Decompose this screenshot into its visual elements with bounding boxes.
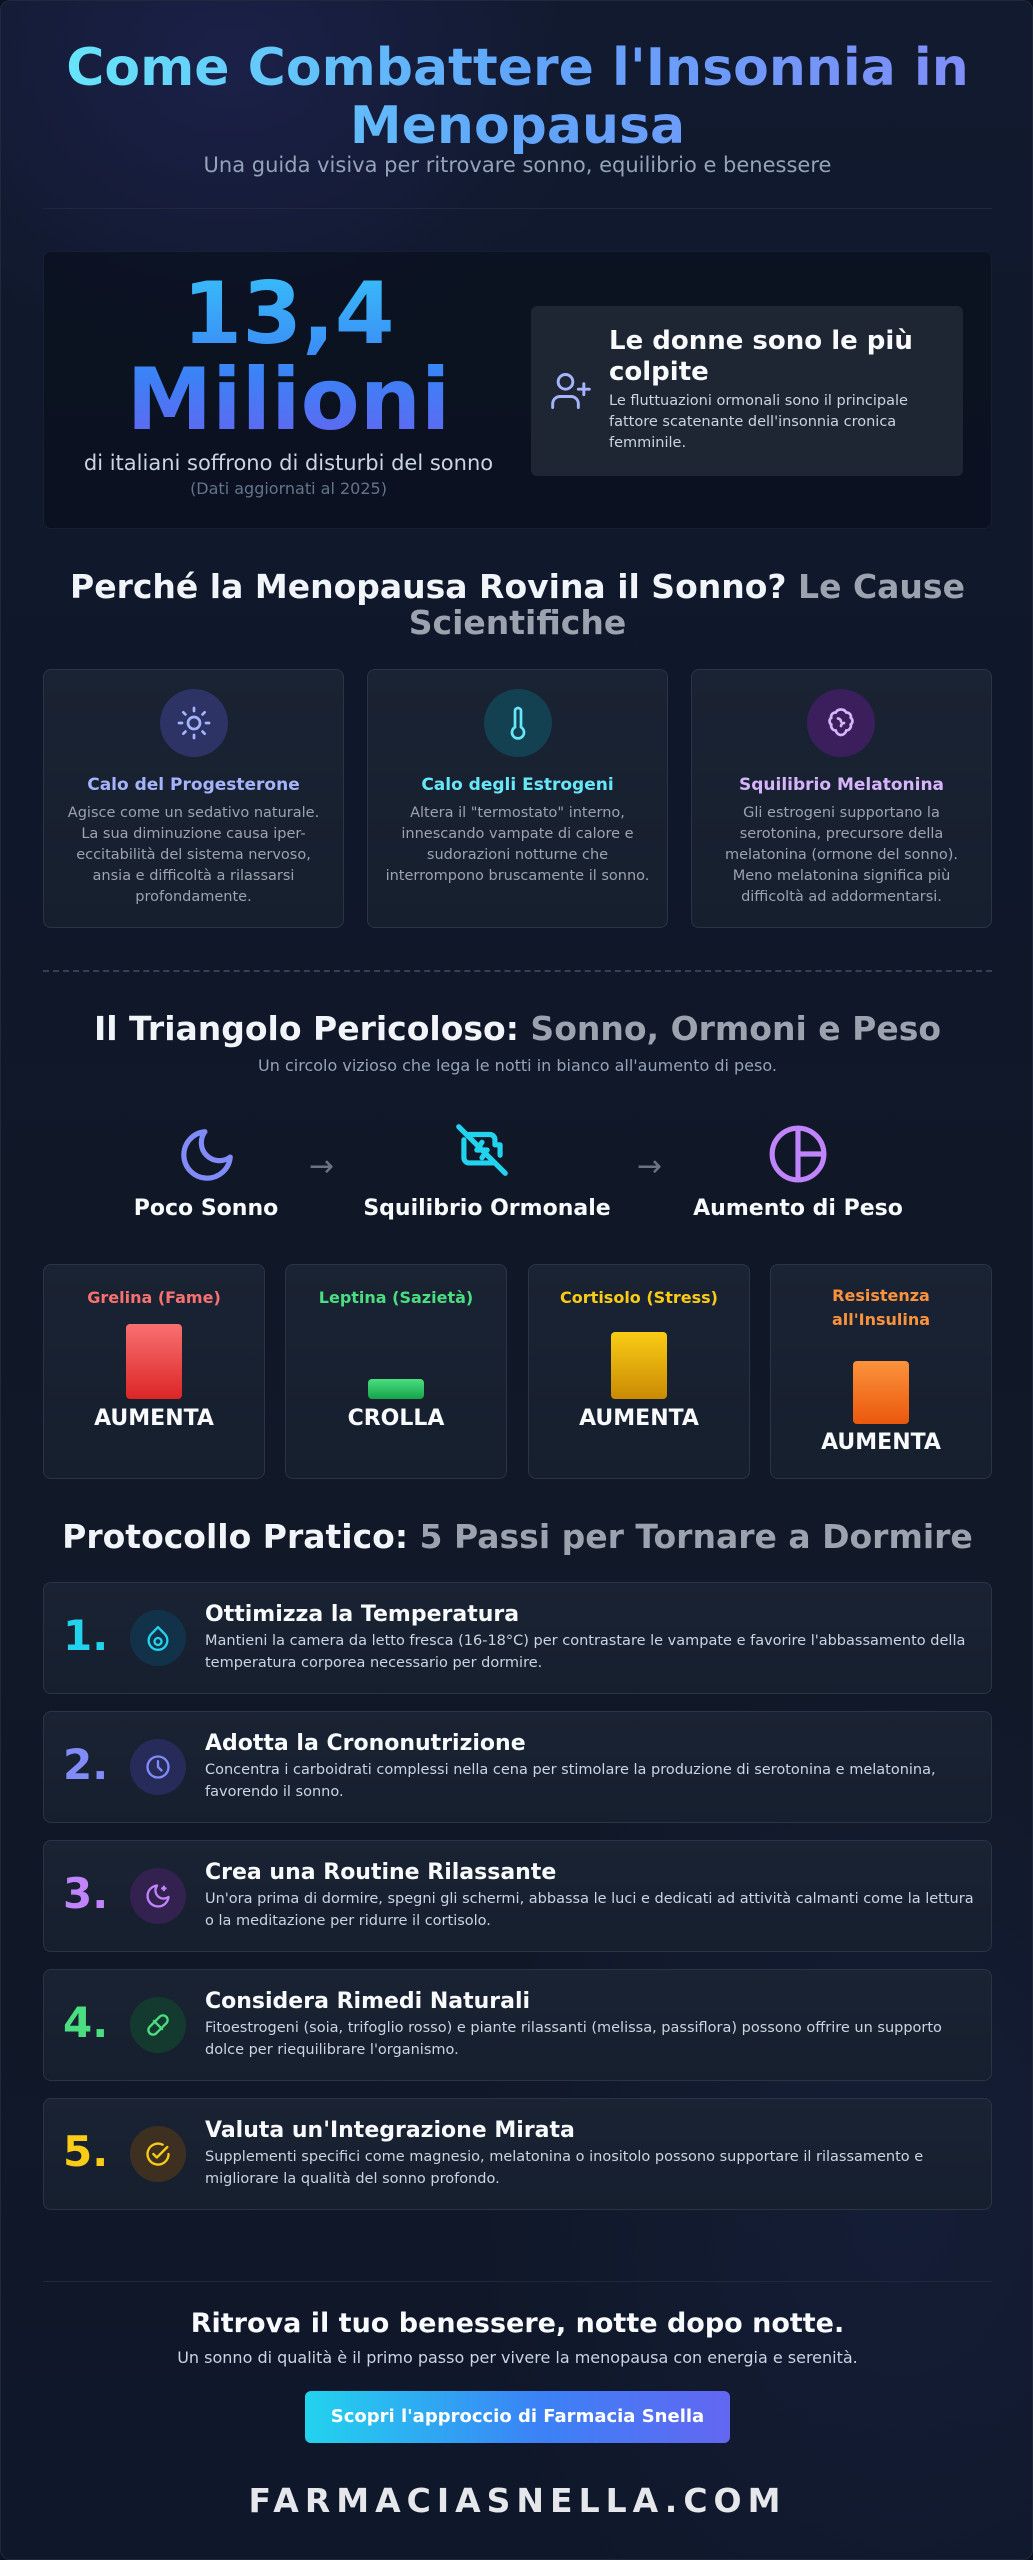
- cause-text: Altera il "termostato" interno, innescando vampate di calore e sudorazioni notturne che interrompono bruscamente il sonno.: [385, 805, 650, 884]
- divider: [43, 970, 992, 972]
- step-title: Ottimizza la Temperatura: [205, 1602, 520, 1627]
- brand-logo[interactable]: FARMACIASNELLA.COM: [248, 2481, 787, 2520]
- triangle-step-label: Poco Sonno: [133, 1196, 279, 1221]
- stat-number: 13,4 Milioni: [71, 271, 506, 443]
- step-number: 4.: [63, 1998, 109, 2047]
- step-title: Valuta un'Integrazione Mirata: [205, 2118, 575, 2143]
- hormone-bar: [368, 1379, 424, 1399]
- stat-description: di italiani soffrono di disturbi del sonno: [83, 451, 494, 475]
- hormone-name: Resistenza all'Insulina: [831, 1286, 931, 1329]
- arrow-right-icon: →: [637, 1149, 663, 1184]
- page-title: Come Combattere l'Insonnia in Menopausa: [41, 39, 994, 155]
- hormone-value: CROLLA: [347, 1406, 445, 1431]
- page-subtitle: Una guida visiva per ritrovare sonno, equilibrio e benessere: [203, 153, 832, 177]
- step-title: Crea una Routine Rilassante: [205, 1860, 557, 1885]
- hormone-value: AUMENTA: [94, 1406, 214, 1431]
- callout-title: Le donne sono le più colpite: [609, 326, 913, 387]
- step-number: 3.: [63, 1869, 109, 1918]
- cause-title: Calo del Progesterone: [87, 775, 300, 795]
- thermometer-icon: [500, 705, 536, 741]
- step-text: Un'ora prima di dormire, spegni gli schermi, abbassa le luci e dedicati ad attività calmanti come la lettura o la meditazione per ridurre il cortisolo.: [205, 1891, 974, 1929]
- step-text: Mantieni la camera da letto fresca (16-18°C) per contrastare le vampate e favorire l'abbassamento della temperatura corporea necessario per dormire.: [205, 1633, 966, 1671]
- triangle-step-label: Squilibrio Ormonale: [363, 1196, 611, 1221]
- step-number: 5.: [63, 2127, 109, 2176]
- hormone-value: AUMENTA: [821, 1430, 941, 1455]
- causes-title: Perché la Menopausa Rovina il Sonno? Le Cause Scientifiche: [70, 567, 965, 642]
- hormone-bar: [126, 1324, 182, 1399]
- check-circle-icon: [144, 2140, 172, 2168]
- pill-icon: [144, 2011, 172, 2039]
- divider: [43, 208, 992, 209]
- divider: [43, 2281, 992, 2282]
- step-number: 2.: [63, 1740, 109, 1789]
- step-text: Concentra i carboidrati complessi nella cena per stimolare la produzione di serotonina e melatonina, favorendo il sonno.: [205, 1762, 936, 1800]
- cause-text: Agisce come un sedativo naturale. La sua diminuzione causa iper-eccitabilità del sistema nervoso, ansia e difficoltà a rilassarsi profondamente.: [67, 805, 320, 905]
- cta-button[interactable]: Scopri l'approccio di Farmacia Snella: [305, 2391, 730, 2443]
- brain-icon: [823, 705, 859, 741]
- triangle-subtitle: Un circolo vizioso che lega le notti in bianco all'aumento di peso.: [258, 1056, 777, 1075]
- cause-text: Gli estrogeni supportano la serotonina, precursore della melatonina (ormone del sonno). Meno melatonina significa più difficoltà ad addormentarsi.: [724, 805, 959, 905]
- step-text: Fitoestrogeni (soia, trifoglio rosso) e piante rilassanti (melissa, passiflora) possono offrire un supporto dolce per riequilibrare l'organismo.: [205, 2020, 942, 2058]
- moon-star-icon: [144, 1882, 172, 1910]
- protocol-title: Protocollo Pratico: 5 Passi per Tornare a Dormire: [62, 1517, 973, 1556]
- footer-title: Ritrova il tuo benessere, notte dopo notte.: [190, 2308, 845, 2339]
- step-title: Considera Rimedi Naturali: [205, 1989, 531, 2014]
- hormone-name: Grelina (Fame): [87, 1288, 221, 1307]
- battery-off-icon: [451, 1119, 513, 1181]
- footer-text: Un sonno di qualità è il primo passo per vivere la menopausa con energia e serenità.: [177, 2348, 858, 2367]
- step-number: 1.: [63, 1611, 109, 1660]
- callout-text: Le fluttuazioni ormonali sono il principale fattore scatenante dell'insonnia cronica femminile.: [609, 393, 908, 451]
- clock-icon: [144, 1753, 172, 1781]
- cause-title: Calo degli Estrogeni: [421, 775, 614, 795]
- stat-note: (Dati aggiornati al 2025): [190, 479, 387, 498]
- triangle-step-label: Aumento di Peso: [693, 1196, 903, 1221]
- hormone-name: Cortisolo (Stress): [560, 1288, 718, 1307]
- cause-title: Squilibrio Melatonina: [738, 775, 945, 795]
- step-title: Adotta la Crononutrizione: [205, 1731, 526, 1756]
- pie-chart-icon: [767, 1123, 829, 1185]
- user-plus-icon: [549, 369, 593, 413]
- arrow-right-icon: →: [309, 1149, 335, 1184]
- moon-icon: [176, 1124, 238, 1186]
- hormone-bar: [853, 1361, 909, 1424]
- step-text: Supplementi specifici come magnesio, melatonina o inositolo possono supportare il rilassamento e migliorare la qualità del sonno profondo.: [205, 2149, 924, 2187]
- hormone-value: AUMENTA: [579, 1406, 699, 1431]
- hormone-bar: [611, 1332, 667, 1399]
- sun-icon: [176, 705, 212, 741]
- triangle-title: Il Triangolo Pericoloso: Sonno, Ormoni e Peso: [93, 1009, 942, 1048]
- hormone-name: Leptina (Sazietà): [318, 1288, 474, 1307]
- droplet-icon: [144, 1624, 172, 1652]
